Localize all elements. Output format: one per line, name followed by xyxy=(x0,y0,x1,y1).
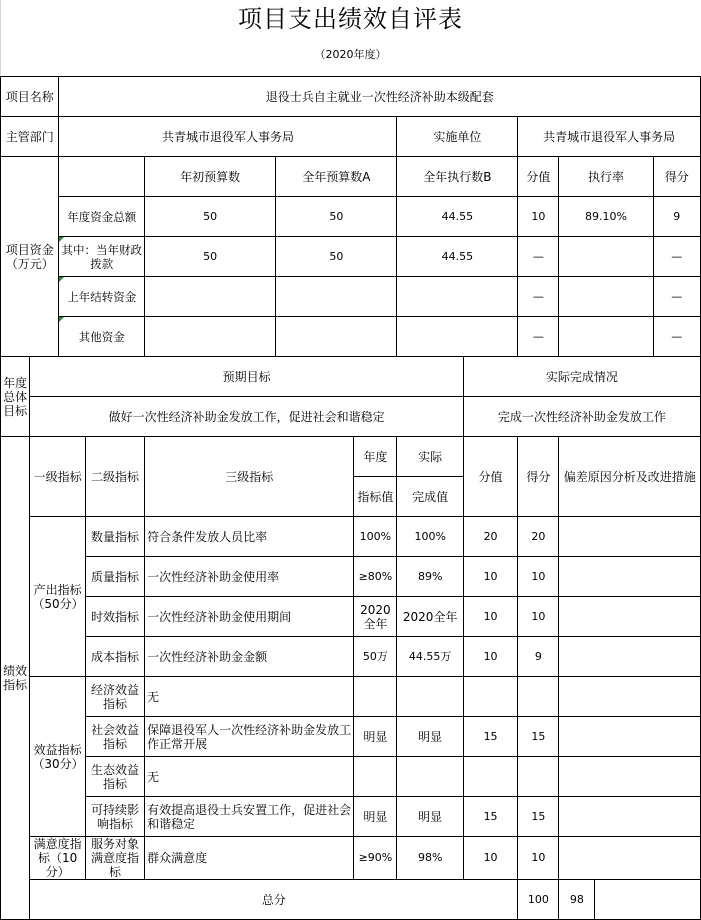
funds-row xyxy=(1,197,701,237)
perf-row-actual: 100% xyxy=(397,517,463,557)
funds-row-name: 上年结转资金 xyxy=(59,277,145,317)
funds-row xyxy=(1,237,701,277)
perf-header-level1: 一级指标 xyxy=(30,437,86,517)
funds-header-blank xyxy=(59,157,145,197)
funds-row-score: — xyxy=(653,237,700,277)
perf-row-actual: 2020全年 xyxy=(397,597,463,637)
perf-row xyxy=(1,677,701,717)
perf-row-target: 2020全年 xyxy=(354,597,397,637)
perf-row-level3: 无 xyxy=(145,677,354,717)
perf-row-level3: 有效提高退役士兵安置工作，促进社会和谐稳定 xyxy=(145,797,354,837)
funds-row-weight: — xyxy=(518,277,559,317)
effect-indicator-label: 效益指标（30分） xyxy=(30,677,86,837)
perf-header-actual: 实际 xyxy=(397,437,463,477)
perf-row-score: 9 xyxy=(518,637,559,677)
perf-row-level2: 成本指标 xyxy=(85,637,144,677)
perf-row-weight: 10 xyxy=(463,557,517,597)
perf-row-level3: 保障退役军人一次性经济补助金发放工作正常开展 xyxy=(145,717,354,757)
funds-row xyxy=(1,317,701,357)
funds-row xyxy=(1,277,701,317)
perf-header-done: 完成值 xyxy=(397,477,463,517)
total-row xyxy=(1,880,701,920)
perf-label: 绩效指标 xyxy=(1,437,30,920)
funds-label: 项目资金（万元） xyxy=(1,157,59,357)
funds-row-score: — xyxy=(653,317,700,357)
perf-header-level2: 二级指标 xyxy=(85,437,144,517)
funds-row-name: 其他资金 xyxy=(59,317,145,357)
perf-row xyxy=(1,757,701,797)
funds-row-name: 其中：当年财政拨款 xyxy=(59,237,145,277)
impl-label: 实施单位 xyxy=(397,117,518,157)
perf-row-score xyxy=(518,677,559,717)
funds-row-annual: 50 xyxy=(276,197,397,237)
perf-row-level2: 质量指标 xyxy=(85,557,144,597)
funds-row-annual xyxy=(276,317,397,357)
funds-row-annual: 50 xyxy=(276,237,397,277)
goal-row xyxy=(1,397,701,437)
perf-row-weight: 15 xyxy=(463,717,517,757)
funds-row-weight: — xyxy=(518,317,559,357)
perf-row-reason xyxy=(559,637,701,677)
perf-row-reason xyxy=(559,797,701,837)
funds-row-executed xyxy=(397,277,518,317)
funds-row-initial xyxy=(145,277,276,317)
goal-label: 年度总体目标 xyxy=(1,357,30,437)
perf-row-reason xyxy=(559,557,701,597)
funds-header-rate: 执行率 xyxy=(559,157,653,197)
perf-row-level3: 一次性经济补助金使用期间 xyxy=(145,597,354,637)
perf-row xyxy=(1,517,701,557)
funds-row-initial: 50 xyxy=(145,237,276,277)
total-weight: 100 xyxy=(518,880,559,920)
perf-row-level2: 可持续影响指标 xyxy=(85,797,144,837)
dept-value: 共青城市退役军人事务局 xyxy=(59,117,397,157)
goal-actual: 完成一次性经济补助金发放工作 xyxy=(463,397,700,437)
perf-row-score: 15 xyxy=(518,717,559,757)
perf-row-actual: 明显 xyxy=(397,717,463,757)
goal-expected-header: 预期目标 xyxy=(30,357,464,397)
perf-row-level2: 生态效益指标 xyxy=(85,757,144,797)
perf-row-actual: 89% xyxy=(397,557,463,597)
funds-row-rate xyxy=(559,317,653,357)
impl-value: 共青城市退役军人事务局 xyxy=(518,117,701,157)
perf-header-target: 指标值 xyxy=(354,477,397,517)
perf-row-actual xyxy=(397,677,463,717)
perf-row-score: 10 xyxy=(518,837,559,880)
perf-row-reason xyxy=(559,717,701,757)
fiscal-year: （2020年度） xyxy=(314,48,387,61)
funds-header-weight: 分值 xyxy=(518,157,559,197)
project-name-row xyxy=(1,77,701,117)
dept-row xyxy=(1,117,701,157)
perf-row-level2: 时效指标 xyxy=(85,597,144,637)
satisfaction-indicator-label: 满意度指标（10分） xyxy=(30,837,86,880)
perf-header-score: 得分 xyxy=(518,437,559,517)
goal-expected: 做好一次性经济补助金发放工作，促进社会和谐稳定 xyxy=(30,397,464,437)
perf-row-target xyxy=(354,677,397,717)
perf-row-target xyxy=(354,757,397,797)
perf-header-weight: 分值 xyxy=(463,437,517,517)
funds-row-name: 年度资金总额 xyxy=(59,197,145,237)
dept-label: 主管部门 xyxy=(1,117,59,157)
funds-row-rate: 89.10% xyxy=(559,197,653,237)
evaluation-table xyxy=(0,76,701,920)
perf-row xyxy=(1,637,701,677)
funds-row-executed xyxy=(397,317,518,357)
perf-row-actual: 明显 xyxy=(397,797,463,837)
perf-row xyxy=(1,797,701,837)
funds-row-score: 9 xyxy=(653,197,700,237)
perf-header-year: 年度 xyxy=(354,437,397,477)
goal-header-row xyxy=(1,357,701,397)
funds-row-annual xyxy=(276,277,397,317)
perf-row-weight: 10 xyxy=(463,837,517,880)
perf-header-row xyxy=(1,437,701,477)
perf-row-level3: 一次性经济补助金金额 xyxy=(145,637,354,677)
perf-row-target: 100% xyxy=(354,517,397,557)
funds-row-executed: 44.55 xyxy=(397,237,518,277)
perf-row-actual: 44.55万 xyxy=(397,637,463,677)
perf-row-level2: 服务对象满意度指标 xyxy=(85,837,144,880)
perf-row xyxy=(1,717,701,757)
total-label: 总分 xyxy=(30,880,518,920)
funds-header-executed: 全年执行数B xyxy=(397,157,518,197)
perf-row-score: 10 xyxy=(518,597,559,637)
perf-row xyxy=(1,557,701,597)
perf-row-weight: 10 xyxy=(463,637,517,677)
perf-row-level3: 无 xyxy=(145,757,354,797)
project-name-value: 退役士兵自主就业一次性经济补助本级配套 xyxy=(59,77,701,117)
perf-row-reason xyxy=(559,837,701,880)
funds-row-initial xyxy=(145,317,276,357)
perf-row-target: ≥80% xyxy=(354,557,397,597)
funds-row-rate xyxy=(559,277,653,317)
total-reason xyxy=(595,880,701,920)
perf-row-score: 20 xyxy=(518,517,559,557)
funds-row-weight: — xyxy=(518,237,559,277)
funds-row-rate xyxy=(559,237,653,277)
perf-row-score: 15 xyxy=(518,797,559,837)
perf-row-score xyxy=(518,757,559,797)
perf-row-actual xyxy=(397,757,463,797)
perf-row-target: 明显 xyxy=(354,717,397,757)
perf-header-reason: 偏差原因分析及改进措施 xyxy=(559,437,701,517)
perf-row-weight: 15 xyxy=(463,797,517,837)
perf-row-reason xyxy=(559,517,701,557)
funds-row-score: — xyxy=(653,277,700,317)
perf-row-target: 50万 xyxy=(354,637,397,677)
funds-header-row xyxy=(1,157,701,197)
perf-row-level2: 社会效益指标 xyxy=(85,717,144,757)
perf-row-reason xyxy=(559,677,701,717)
funds-header-initial: 年初预算数 xyxy=(145,157,276,197)
perf-row-level3: 符合条件发放人员比率 xyxy=(145,517,354,557)
perf-row-level3: 一次性经济补助金使用率 xyxy=(145,557,354,597)
project-name-label: 项目名称 xyxy=(1,77,59,117)
perf-row-target: ≥90% xyxy=(354,837,397,880)
perf-row-weight: 10 xyxy=(463,597,517,637)
perf-row-target: 明显 xyxy=(354,797,397,837)
perf-row-reason xyxy=(559,757,701,797)
total-score: 98 xyxy=(559,880,595,920)
perf-row xyxy=(1,597,701,637)
perf-header-level3: 三级指标 xyxy=(145,437,354,517)
funds-header-score: 得分 xyxy=(653,157,700,197)
perf-row-reason xyxy=(559,597,701,637)
funds-row-initial: 50 xyxy=(145,197,276,237)
page-title: 项目支出绩效自评表 xyxy=(238,5,463,33)
funds-row-weight: 10 xyxy=(518,197,559,237)
perf-row-level3: 群众满意度 xyxy=(145,837,354,880)
output-indicator-label: 产出指标（50分） xyxy=(30,517,86,677)
perf-row-level2: 经济效益指标 xyxy=(85,677,144,717)
perf-row-weight xyxy=(463,757,517,797)
perf-row xyxy=(1,837,701,880)
goal-actual-header: 实际完成情况 xyxy=(463,357,700,397)
perf-row-actual: 98% xyxy=(397,837,463,880)
perf-row-level2: 数量指标 xyxy=(85,517,144,557)
funds-row-executed: 44.55 xyxy=(397,197,518,237)
funds-header-annual: 全年预算数A xyxy=(276,157,397,197)
perf-row-weight: 20 xyxy=(463,517,517,557)
perf-row-weight xyxy=(463,677,517,717)
perf-row-score: 10 xyxy=(518,557,559,597)
